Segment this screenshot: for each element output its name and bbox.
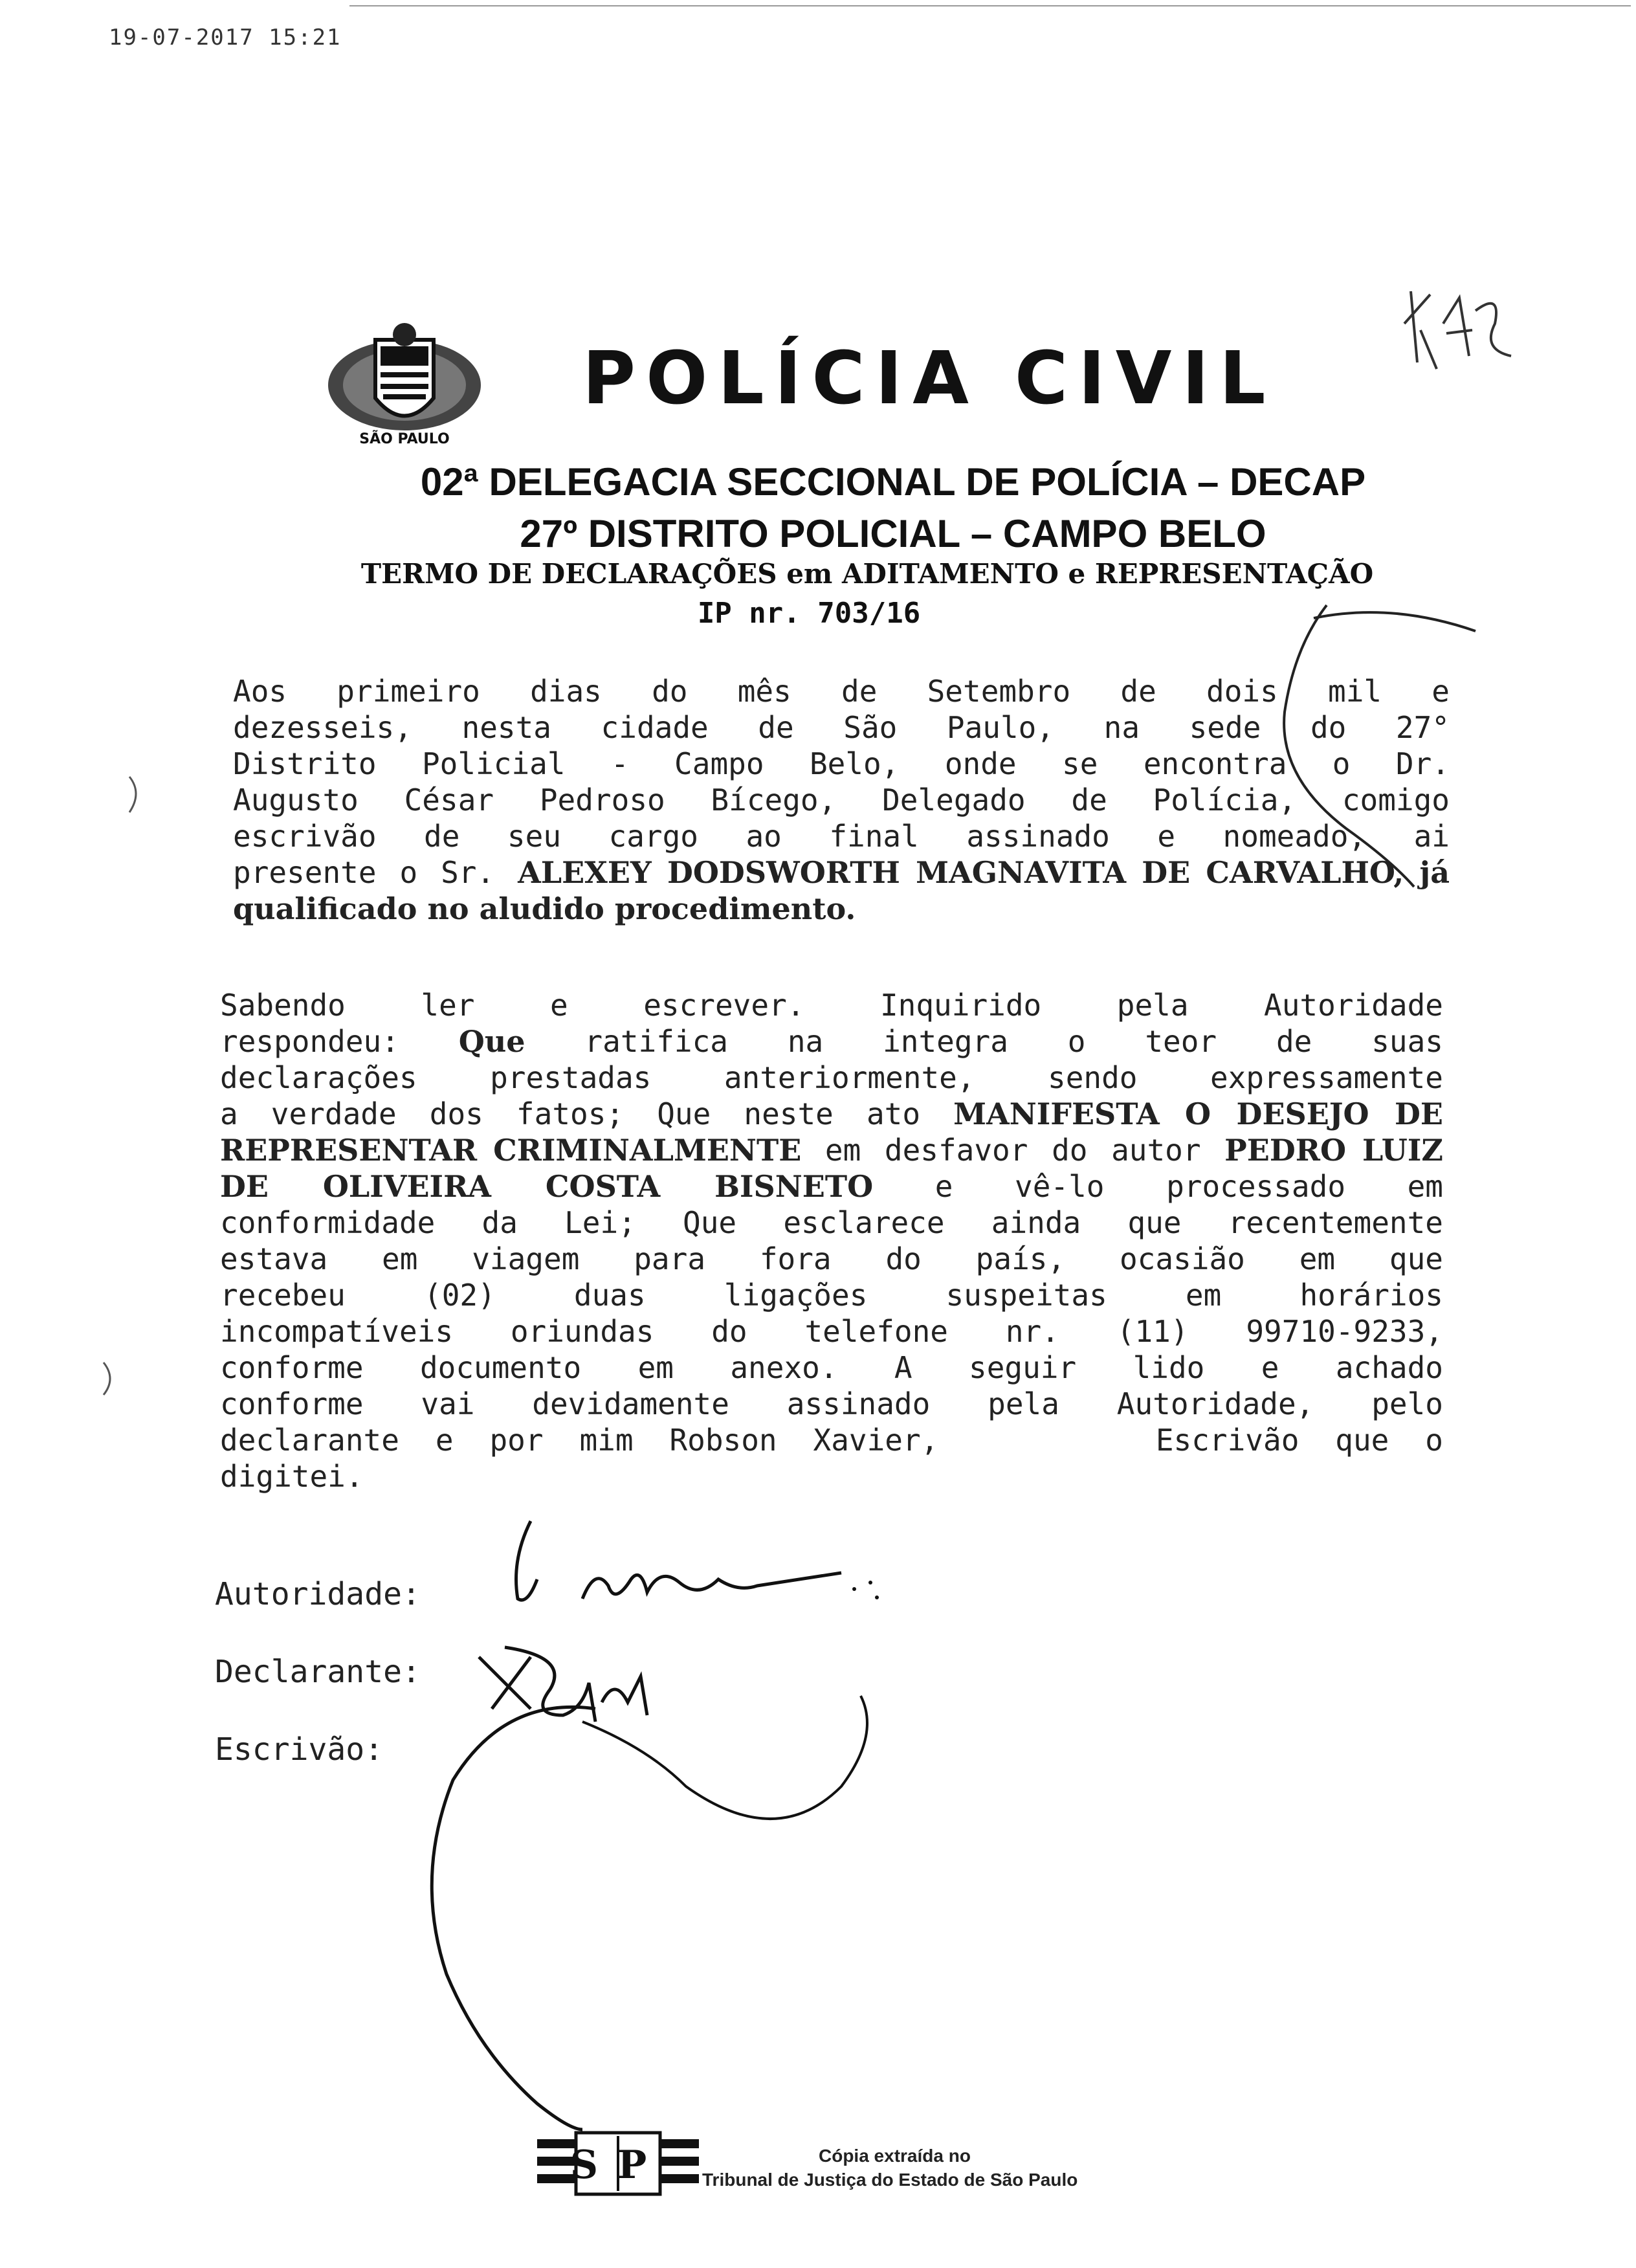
escrivao-label: Escrivão: (215, 1731, 384, 1768)
footer-copy-note: Cópia extraída no (819, 2146, 971, 2166)
text-line (220, 1168, 1443, 1205)
handwritten-page-number (1398, 285, 1514, 382)
text-line: recebeu (02) duas ligações suspeitas em horários (220, 1278, 1443, 1313)
fax-timestamp: 19-07-2017 15:21 (109, 25, 342, 50)
declarante-signature (479, 1647, 647, 1722)
margin-mark (104, 1362, 110, 1395)
text-segment: presente o Sr. (233, 855, 518, 890)
tjsp-stamp-icon (537, 2129, 699, 2201)
text-line: Sabendo ler e escrever. Inquirido pela Autoridade (220, 988, 1443, 1023)
text-segment: e vê-lo processado em (873, 1169, 1443, 1204)
page-title: POLÍCIA CIVIL (582, 337, 1276, 421)
autoridade-label: Autoridade: (215, 1576, 421, 1612)
accused-name: PEDRO LUIZ (1224, 1133, 1443, 1168)
bold-segment: MANIFESTA O DESEJO DE (953, 1096, 1443, 1131)
text-line: Augusto César Pedroso Bícego, Delegado de Polícia, comigo (233, 783, 1450, 817)
seal-text: SÃO PAULO (359, 431, 450, 447)
declarante-label: Declarante: (215, 1654, 421, 1690)
delegacia-heading: 02ª DELEGACIA SECCIONAL DE POLÍCIA – DECAP (420, 460, 1366, 504)
text-line: incompatíveis oriundas do telefone nr. (11) 99710-9233, (220, 1314, 1443, 1349)
bold-segment: Que (458, 1024, 525, 1059)
text-segment: em desfavor do autor (801, 1133, 1225, 1168)
text-line: declarações prestadas anteriormente, sendo expressamente (220, 1060, 1443, 1095)
footer-court-name: Tribunal de Justiça do Estado de São Paulo (702, 2170, 1078, 2190)
text-line: Distrito Policial - Campo Belo, onde se encontra o Dr. (233, 746, 1450, 781)
paragraph-statement (220, 987, 1443, 1495)
text-line: declarante e por mim Robson Xavier, Escrivão que o (220, 1423, 1443, 1458)
text-line: Aos primeiro dias do mês de Setembro de dois mil e (233, 674, 1450, 709)
paragraph-opening (233, 673, 1450, 927)
margin-mark (129, 777, 136, 812)
text-line: qualificado no aludido procedimento. (233, 891, 856, 926)
autoridade-signature (516, 1521, 842, 1600)
text-segment: ratifica na integra o teor de suas (525, 1024, 1443, 1059)
termo-heading: TERMO DE DECLARAÇÕES em ADITAMENTO e REPRESENTAÇÃO (360, 558, 1374, 590)
escrivao-signature (432, 1707, 595, 2129)
text-line (220, 1132, 1443, 1168)
declarant-name: ALEXEY DODSWORTH MAGNAVITA DE CARVALHO, já (518, 855, 1450, 890)
scan-edge-line (349, 5, 1631, 6)
text-line: conformidade da Lei; Que esclarece ainda que recentemente (220, 1205, 1443, 1240)
accused-name: DE OLIVEIRA COSTA BISNETO (220, 1169, 874, 1204)
text-line: estava em viagem para fora do país, ocasião em que (220, 1241, 1443, 1276)
text-line: conforme documento em anexo. A seguir lido e achado (220, 1350, 1443, 1385)
text-line (220, 1096, 1443, 1132)
stamp-logo-text: SP (569, 2142, 667, 2188)
text-line: escrivão de seu cargo ao final assinado e nomeado, ai (233, 819, 1450, 854)
text-line: dezesseis, nesta cidade de São Paulo, na sede do 27° (233, 710, 1450, 745)
text-line (233, 854, 1450, 891)
ip-number: IP nr. 703/16 (697, 597, 921, 630)
policia-civil-seal-icon (324, 320, 485, 450)
distrito-heading: 27º DISTRITO POLICIAL – CAMPO BELO (520, 512, 1266, 555)
text-line (220, 1023, 1443, 1060)
bold-segment: REPRESENTAR CRIMINALMENTE (220, 1133, 802, 1168)
text-line: conforme vai devidamente assinado pela Autoridade, pelo (220, 1386, 1443, 1421)
text-segment: respondeu: (220, 1024, 459, 1059)
text-line: digitei. (220, 1459, 364, 1494)
text-segment: a verdade dos fatos; Que neste ato (220, 1096, 954, 1131)
